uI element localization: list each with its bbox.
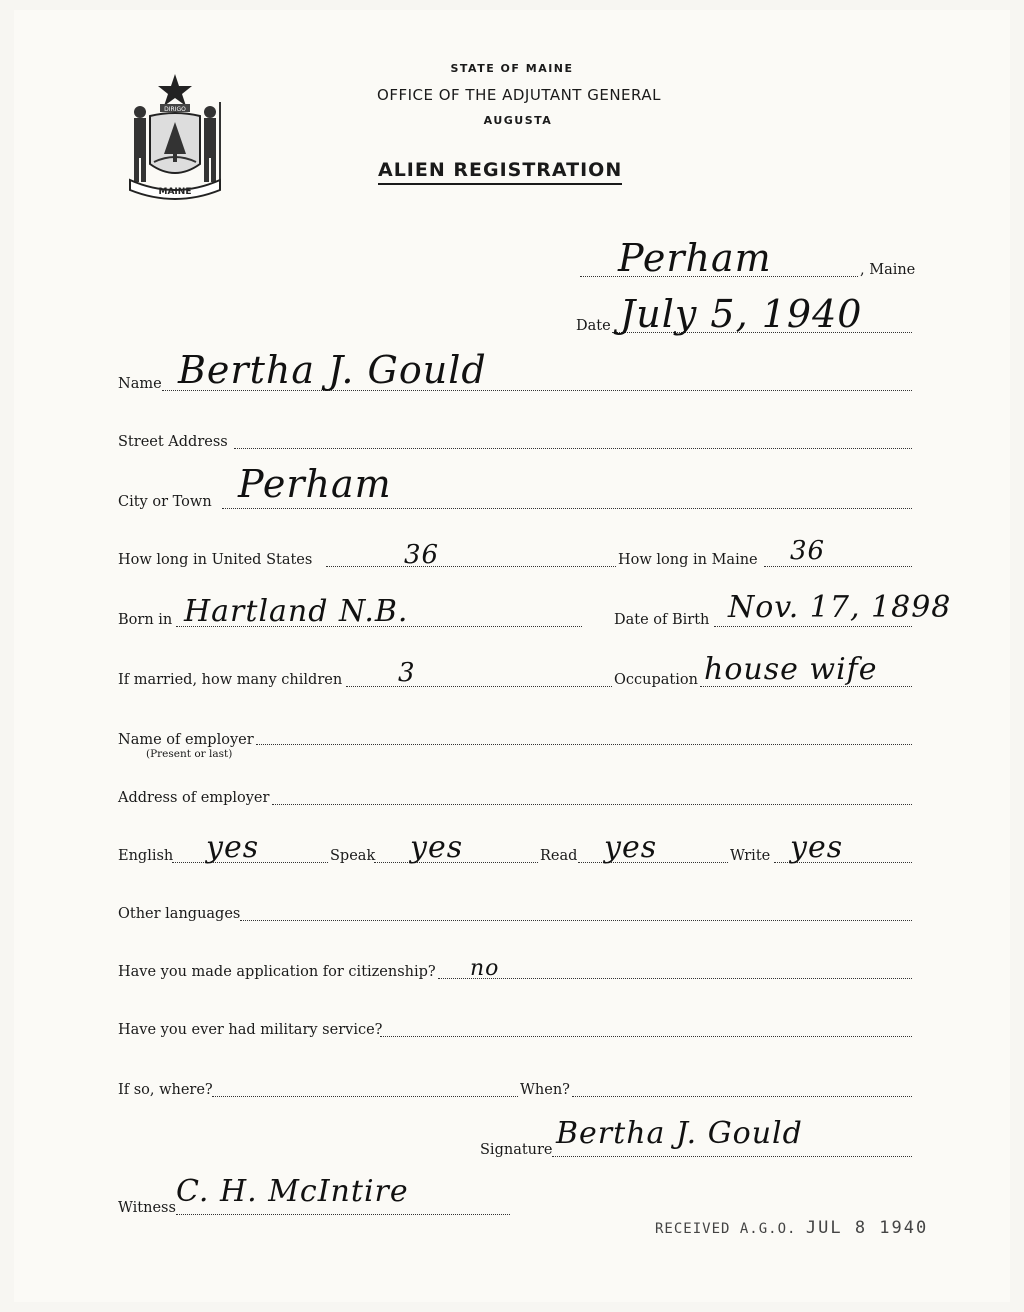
city-label: City or Town [118,494,212,510]
stamp-date: JUL 8 1940 [805,1218,929,1238]
stamp-received: RECEIVED A.G.O. [655,1221,797,1237]
received-stamp [655,1218,928,1238]
signature-label: Signature [480,1142,553,1158]
street-label: Street Address [118,434,228,450]
date-value: July 5, 1940 [620,292,863,336]
occupation-value: house wife [704,652,878,687]
how-long-maine-line [764,566,912,567]
office-heading: OFFICE OF THE ADJUTANT GENERAL [377,86,661,104]
name-value: Bertha J. Gould [178,348,487,392]
english-value: yes [206,830,260,865]
other-languages-line [240,920,912,921]
dob-value: Nov. 17, 1898 [728,590,952,625]
employer-note: (Present or last) [146,748,233,760]
speak-label: Speak [330,848,376,864]
where-line [212,1096,518,1097]
dob-label: Date of Birth [614,612,710,628]
seal-motto: DIRIGO [164,106,186,113]
when-line [572,1096,912,1097]
witness-label: Witness [118,1200,176,1216]
how-long-maine-label: How long in Maine [618,552,758,568]
signature-value: Bertha J. Gould [556,1116,803,1151]
city-heading: AUGUSTA [483,114,553,127]
where-label: If so, where? [118,1082,213,1098]
citizenship-label: Have you made application for citizenship? [118,964,436,980]
how-long-us-label: How long in United States [118,552,313,568]
how-long-maine-value: 36 [790,536,826,566]
employer-address-label: Address of employer [118,790,270,806]
speak-value: yes [410,830,464,865]
employer-address-line [272,804,912,805]
read-value: yes [604,830,658,865]
witness-line [176,1214,510,1215]
city-value: Perham [238,462,392,506]
when-label: When? [520,1082,570,1098]
born-in-label: Born in [118,612,173,628]
children-line [346,686,612,687]
maine-label: , Maine [860,262,916,278]
other-languages-label: Other languages [118,906,241,922]
how-long-us-value: 36 [404,540,440,570]
date-label: Date [576,318,611,334]
seal-text: MAINE [158,187,192,197]
dob-line [714,626,912,627]
witness-value: C. H. McIntire [176,1174,409,1209]
military-line [380,1036,912,1037]
english-label: English [118,848,174,864]
born-in-value: Hartland N.B. [184,594,409,629]
write-value: yes [790,830,844,865]
town-value: Perham [618,236,772,280]
employer-label: Name of employer [118,732,254,748]
form-title: ALIEN REGISTRATION [378,159,622,185]
signature-line [552,1156,912,1157]
children-label: If married, how many children [118,672,343,688]
occupation-label: Occupation [614,672,698,688]
write-label: Write [730,848,771,864]
citizenship-line [438,978,912,979]
city-line [222,508,912,509]
state-heading: STATE OF MAINE [450,62,574,75]
read-label: Read [540,848,578,864]
citizenship-value: no [470,956,500,981]
employer-line [256,744,912,745]
how-long-us-line [326,566,616,567]
children-value: 3 [398,658,416,688]
street-line [234,448,912,449]
military-label: Have you ever had military service? [118,1022,383,1038]
name-label: Name [118,376,162,392]
